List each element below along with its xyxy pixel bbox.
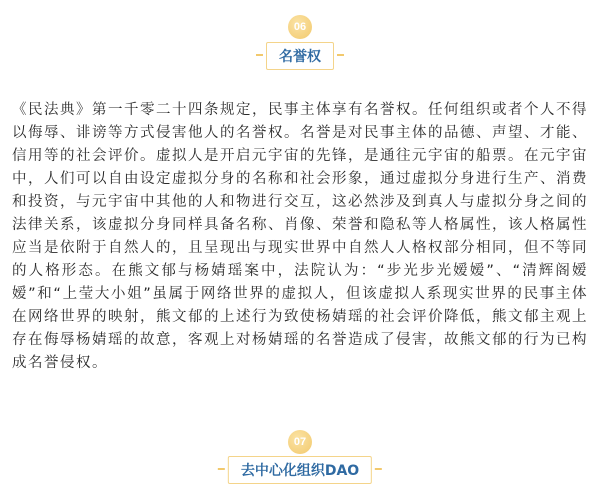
left-dash-decoration [256,54,263,56]
body-paragraph: 《民法典》第一千零二十四条规定，民事主体享有名誉权。任何组织或者个人不得以侮辱、诽谤等方式侵害他人的名誉权。名誉是对民事主体的品德、声望、才能、信用等的社会评价。虚拟人是开启元宇宙的先锋，是通往元宇宙的船票。在元宇宙中，人们可以自由设定虚拟分身的名称和社会形象，通过虚拟分身进行生产、消费和投资，与元宇宙中其他的人和物进行交互，这必然涉及到真人与虚拟分身之间的法律关系，该虚拟分身同样具备名称、肖像、荣誉和隐私等人格属性，该人格属性应当是依附于自然人的，且呈现出与现实世界中自然人人格权部分相同，但不等同的人格形态。在熊文郁与杨婧瑶案中，法院认为：“步光步光嫒嫒”、“清辉阁嫒嫒”和“上莹大小姐”虽属于网络世界的虚拟人，但该虚拟人系现实世界的民事主体在网络世界的映射，熊文郁的上述行为致使杨婧瑶的社会评价降低，熊文郁主观上存在侮辱杨婧瑶的故意，客观上对杨婧瑶的名誉造成了侵害，故熊文郁的行为已构成名誉侵权。 [12,102,588,371]
section-title-box [266,42,334,70]
section-header-06 [0,12,600,72]
section-title: 去中心化组织DAO [240,463,360,479]
section-header-07 [0,430,600,490]
section-number-badge: 07 [288,430,312,454]
left-dash-decoration [218,468,225,470]
right-dash-decoration [375,468,382,470]
right-dash-decoration [337,54,344,56]
section-title: 名誉权 [279,49,321,65]
section-number-badge: 06 [288,15,312,39]
section-title-box [228,456,372,484]
